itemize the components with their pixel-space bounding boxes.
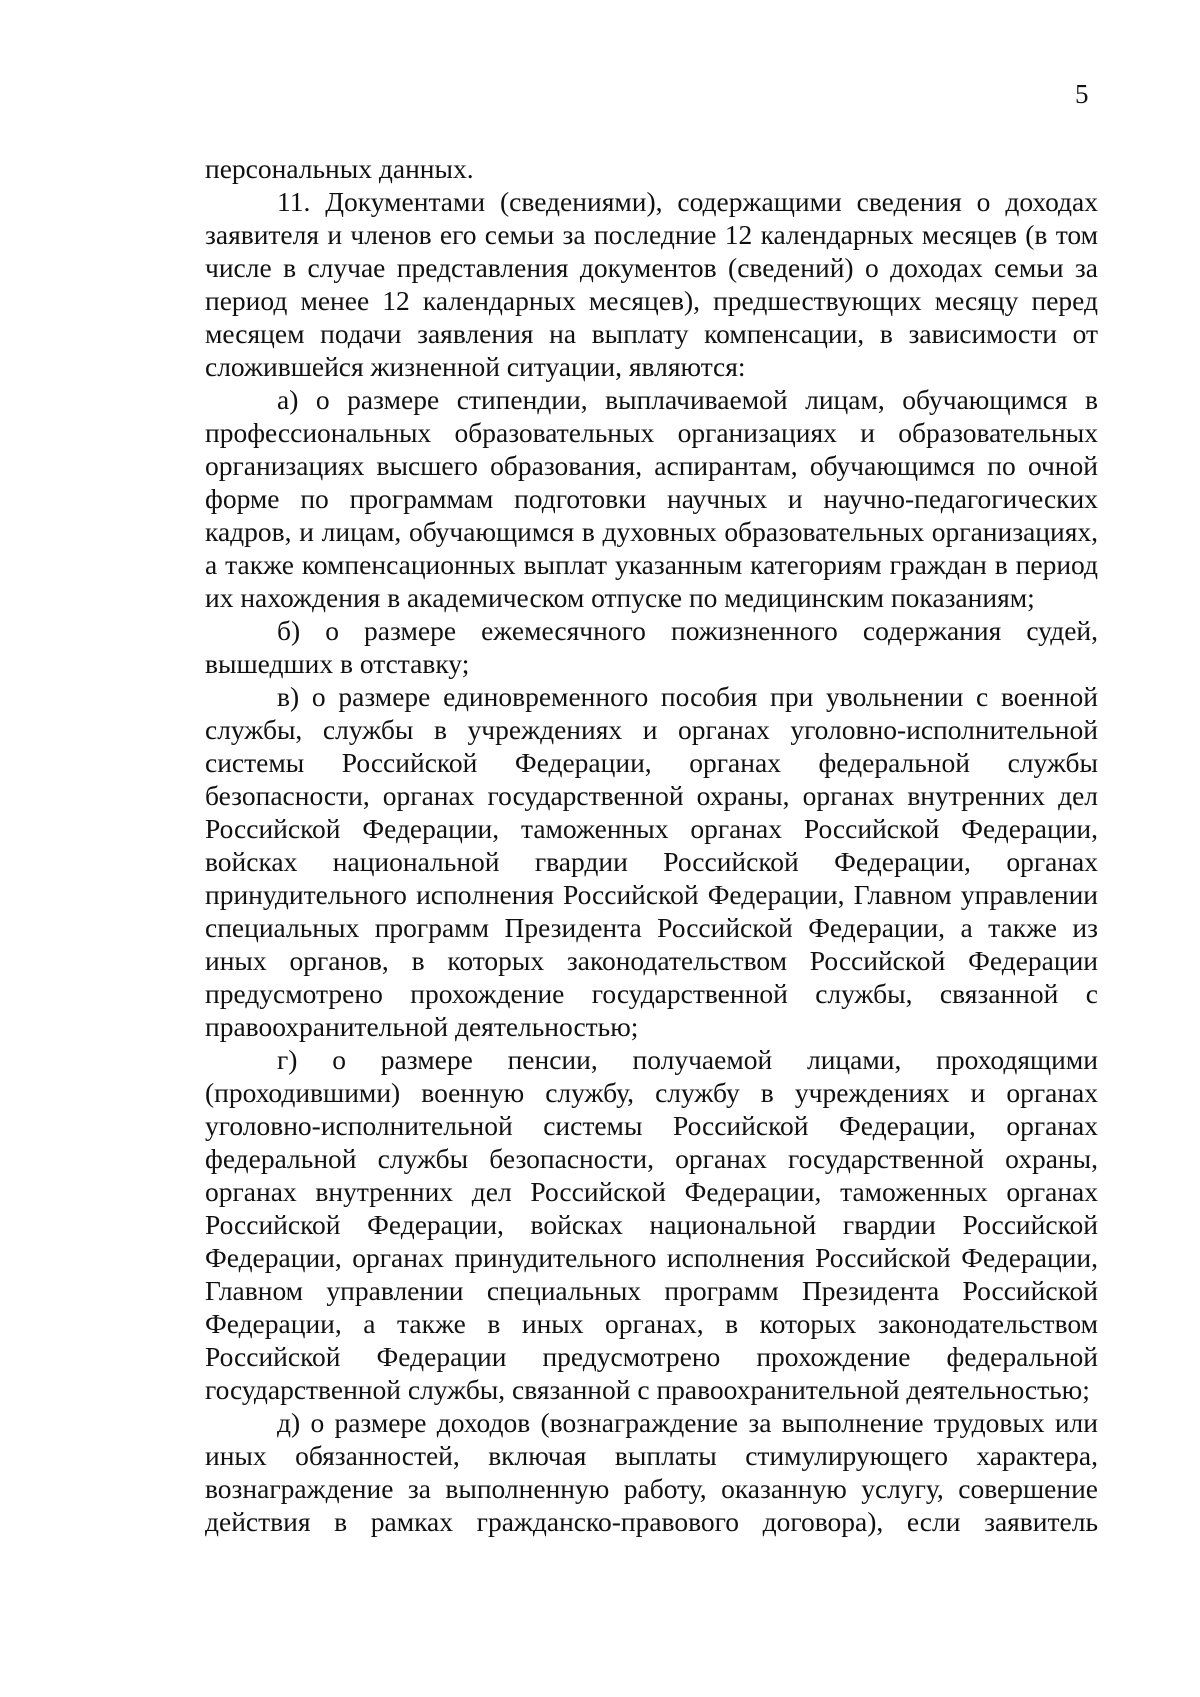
paragraph-continuation: персональных данных. [205, 153, 474, 184]
paragraph-subitem-v: в) о размере единовременного пособия при увольнении с военной службы, службы в учреждениях и органах уголовно-исполнительной системы Российской Федерации, органах федеральной службы безопасности, органах государственной охраны, органах внутренних дел Российской Федерации, таможенных органах Российской Федерации, войсках национальной гвардии Российской Федерации, органах принудительного исполнения Российской Федерации, Главном управлении специальных программ Президента Российской Федерации, а также из иных органов, в которых законодательством Российской Федерации предусмотрено прохождение государственной службы, связанной с правоохранительной деятельностью; [205, 681, 1098, 1042]
paragraph-subitem-d: д) о размере доходов (вознаграждение за выполнение трудовых или иных обязанностей, включая выплаты стимулирующего характера, вознаграждение за выполненную работу, оказанную услугу, совершение действия в рамках гражданско-правового договора), если заявитель [205, 1407, 1098, 1537]
paragraph-subitem-g: г) о размере пенсии, получаемой лицами, проходящими (проходившими) военную службу, службу в учреждениях и органах уголовно-исполнительной системы Российской Федерации, органах федеральной службы безопасности, органах государственной охраны, органах внутренних дел Российской Федерации, таможенных органах Российской Федерации, войсках национальной гвардии Российской Федерации, органах принудительного исполнения Российской Федерации, Главном управлении специальных программ Президента Российской Федерации, а также в иных органах, в которых законодательством Российской Федерации предусмотрено прохождение федеральной государственной службы, связанной с правоохранительной деятельностью; [205, 1044, 1098, 1405]
page-number: 5 [1075, 79, 1089, 109]
paragraph-subitem-b: б) о размере ежемесячного пожизненного содержания судей, вышедших в отставку; [205, 615, 1098, 679]
document-body [205, 152, 1098, 1538]
paragraph-item-11: 11. Документами (сведениями), содержащими сведения о доходах заявителя и членов его семьи за последние 12 календарных месяцев (в том числе в случае представления документов (сведений) о доходах семьи за период менее 12 календарных месяцев), предшествующих месяцу перед месяцем подачи заявления на выплату компенсации, в зависимости от сложившейся жизненной ситуации, являются: [205, 186, 1098, 382]
paragraph-subitem-a: а) о размере стипендии, выплачиваемой лицам, обучающимся в профессиональных образовательных организациях и образовательных организациях высшего образования, аспирантам, обучающимся по очной форме по программам подготовки научных и научно-педагогических кадров, и лицам, обучающимся в духовных образовательных организациях, а также компенсационных выплат указанным категориям граждан в период их нахождения в академическом отпуске по медицинским показаниям; [205, 384, 1098, 613]
